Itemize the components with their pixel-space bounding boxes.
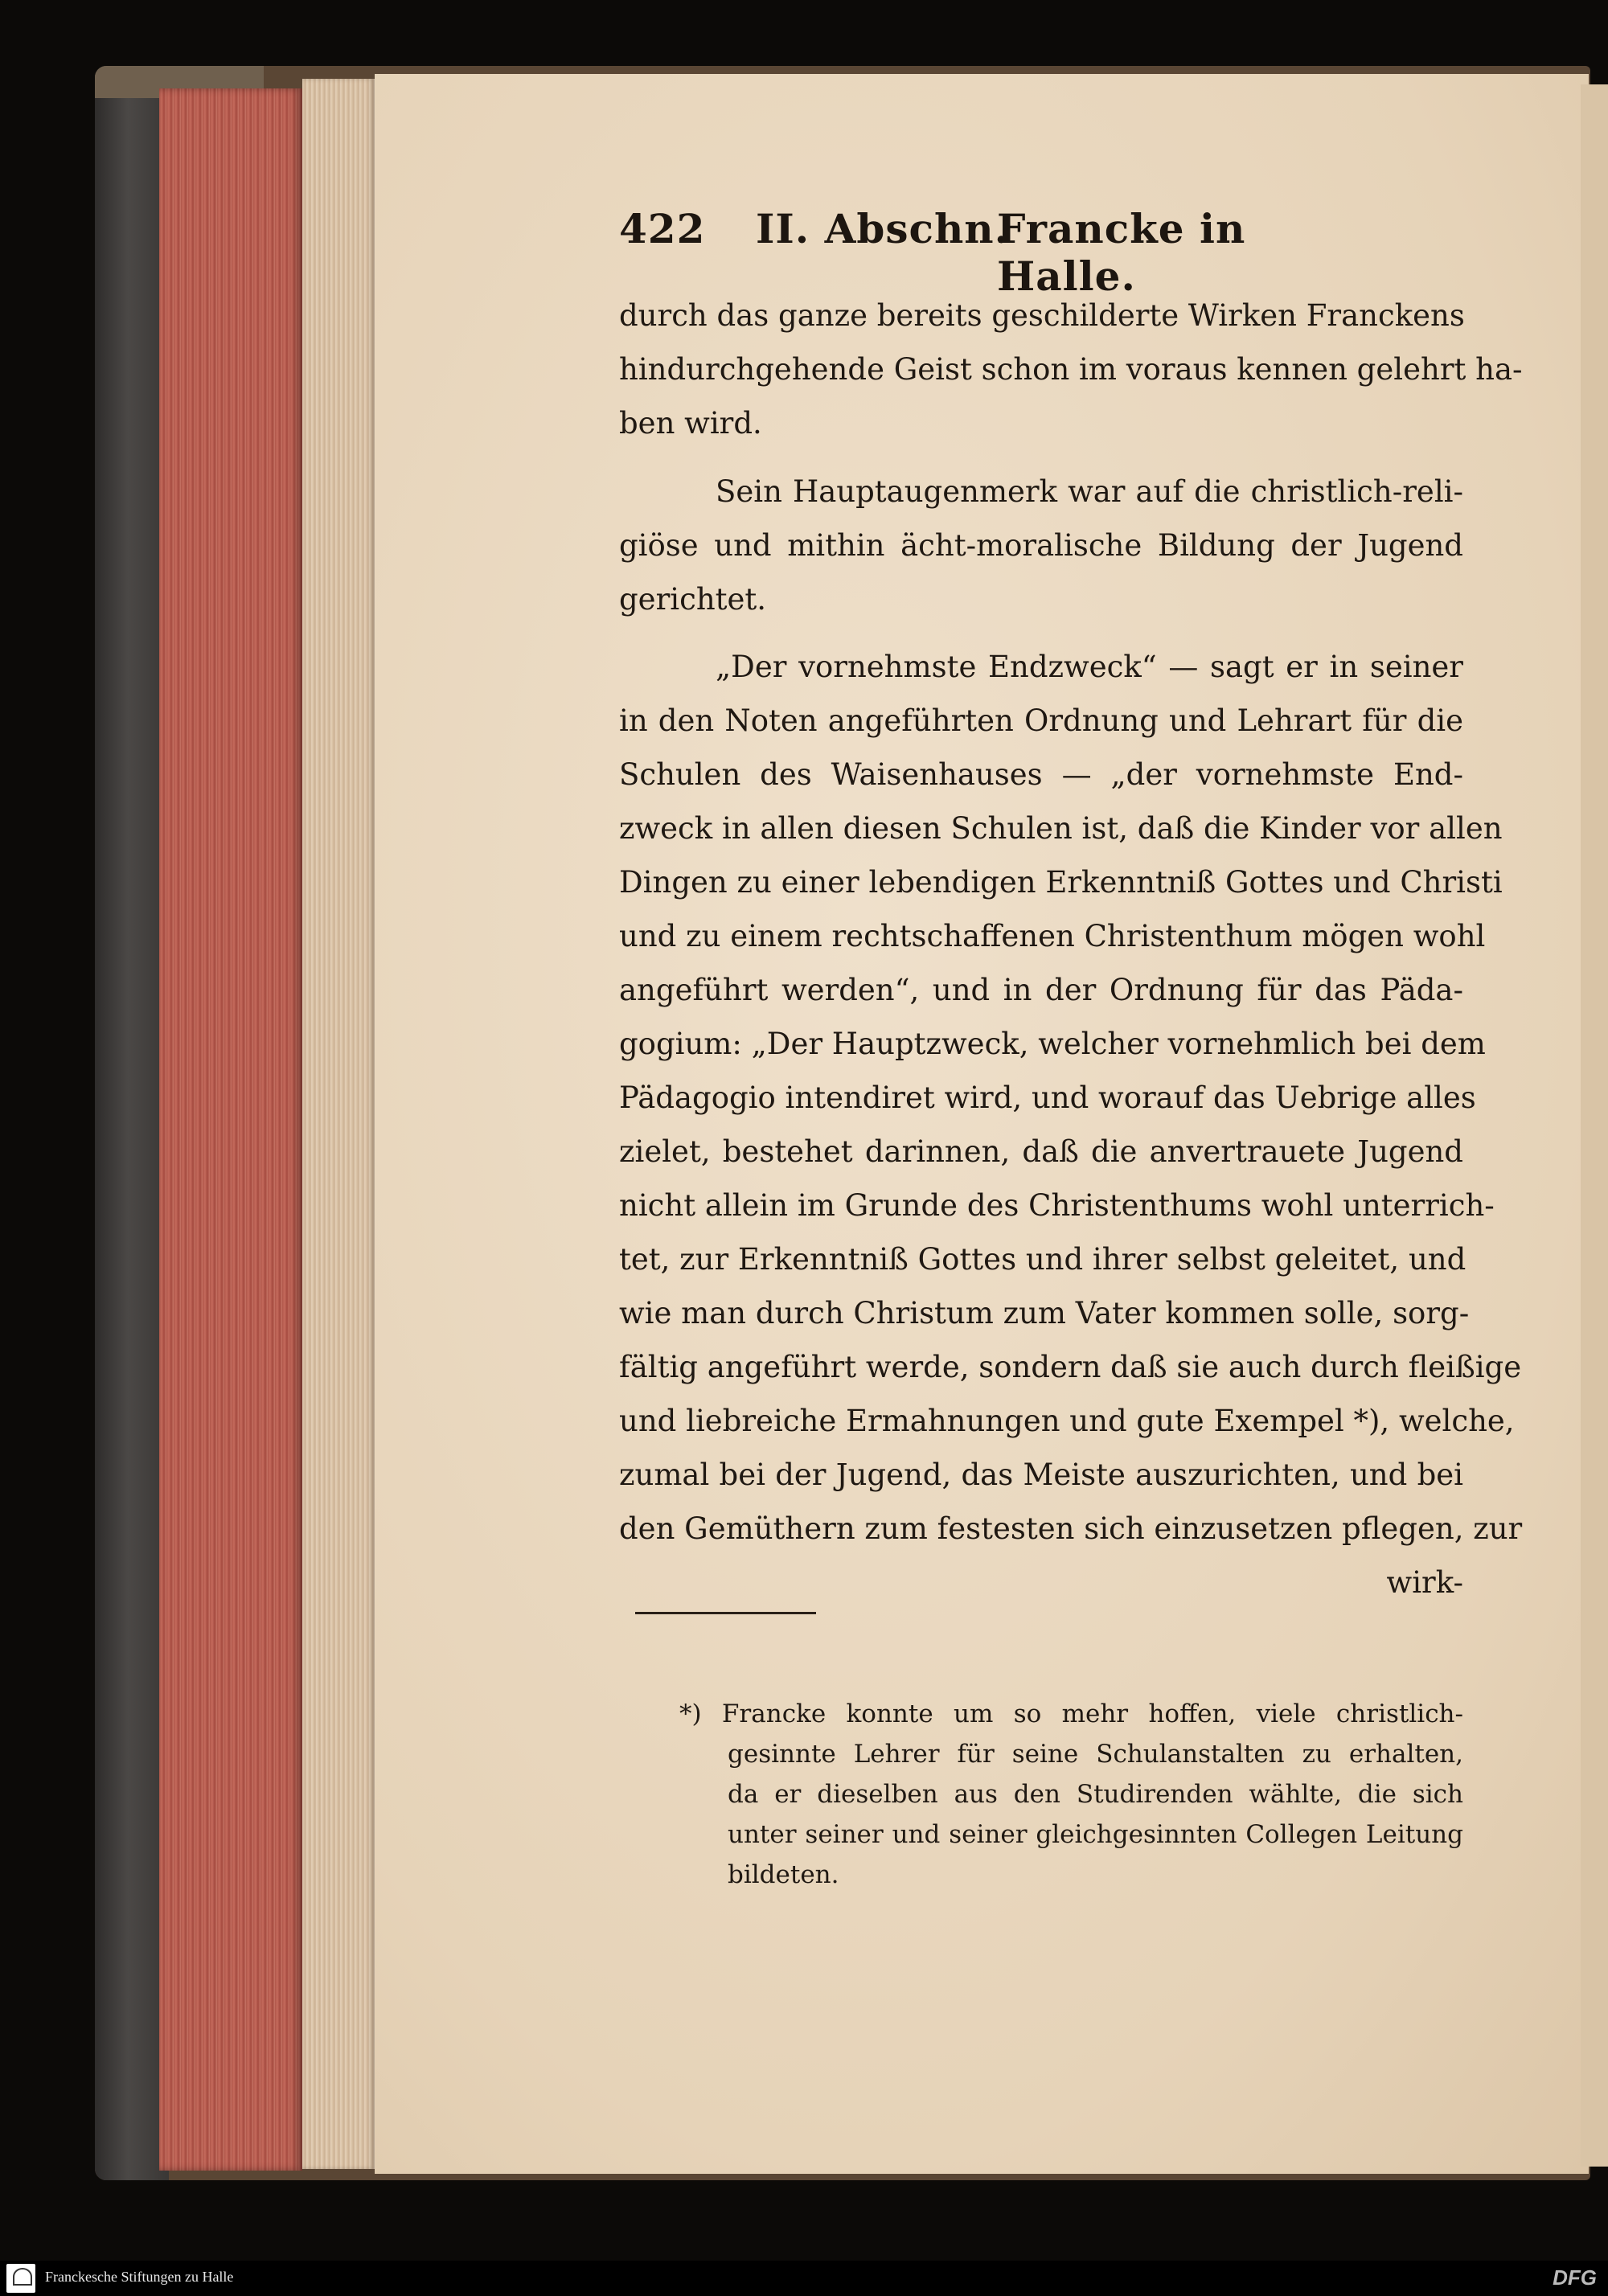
text-line: Dingen zu einer lebendigen Erkenntniß Gottes und Christi: [619, 865, 1503, 900]
text-line: Sein Hauptaugenmerk war auf die christlich-reli-: [716, 474, 1463, 509]
text-line: tet, zur Erkenntniß Gottes und ihrer selbst geleitet, und: [619, 1242, 1466, 1277]
text-line: in den Noten angeführten Ordnung und Lehrart für die: [619, 703, 1463, 738]
footer-bar: [0, 2261, 1608, 2296]
section-label: II. Abschn.: [756, 205, 1010, 252]
institution-logo-icon: [6, 2264, 35, 2293]
text-line: ben wird.: [619, 406, 762, 441]
book-cover: [95, 66, 169, 2180]
text-line: gogium: „Der Hauptzweck, welcher vornehmlich bei dem: [619, 1027, 1486, 1061]
text-line: zweck in allen diesen Schulen ist, daß die Kinder vor allen: [619, 811, 1503, 846]
text-line: zumal bei der Jugend, das Meiste auszurichten, und bei: [619, 1458, 1463, 1492]
catchword: wirk-: [1386, 1565, 1463, 1600]
page: [375, 74, 1589, 2174]
footnote-line: bildeten.: [728, 1860, 839, 1889]
text-line: angeführt werden“, und in der Ordnung für das Päda-: [619, 973, 1463, 1007]
institution-name: Franckesche Stiftungen zu Halle: [45, 2269, 234, 2285]
text-line: fältig angeführt werde, sondern daß sie auch durch fleißige: [619, 1350, 1522, 1384]
facing-page-edge: [1581, 84, 1608, 2167]
text-line: zielet, bestehet darinnen, daß die anvertrauete Jugend: [619, 1134, 1463, 1169]
red-page-edge: [159, 88, 302, 2171]
text-line: gerichtet.: [619, 582, 767, 617]
footnote-line: *) Francke konnte um so mehr hoffen, viele christlich-: [679, 1699, 1463, 1728]
footnote-rule: [635, 1612, 816, 1614]
text-line: hindurchgehende Geist schon im voraus kennen gelehrt ha-: [619, 352, 1523, 387]
dfg-logo: DFG: [1553, 2265, 1597, 2290]
text-line: den Gemüthern zum festesten sich einzusetzen pflegen, zur: [619, 1511, 1523, 1546]
footnote-line: unter seiner und seiner gleichgesinnten Collegen Leitung: [728, 1820, 1463, 1849]
text-line: nicht allein im Grunde des Christenthums wohl unterrich-: [619, 1188, 1495, 1223]
text-line: durch das ganze bereits geschilderte Wirken Franckens: [619, 298, 1465, 333]
footnote-line: gesinnte Lehrer für seine Schulanstalten zu erhalten,: [728, 1740, 1463, 1769]
footnote-line: da er dieselben aus den Studirenden wählte, die sich: [728, 1780, 1463, 1809]
text-line: wie man durch Christum zum Vater kommen solle, sorg-: [619, 1296, 1470, 1330]
text-line: und liebreiche Ermahnungen und gute Exempel *), welche,: [619, 1404, 1515, 1438]
text-line: Pädagogio intendiret wird, und worauf das Uebrige alles: [619, 1080, 1476, 1115]
text-line: Schulen des Waisenhauses — „der vornehmste End-: [619, 757, 1463, 792]
text-line: giöse und mithin ächt-moralische Bildung der Jugend: [619, 528, 1463, 563]
page-stack: [302, 79, 375, 2169]
page-number: 422: [619, 205, 706, 252]
text-line: und zu einem rechtschaffenen Christenthum mögen wohl: [619, 919, 1486, 953]
page-title: Francke in Halle.: [997, 205, 1246, 300]
text-line: „Der vornehmste Endzweck“ — sagt er in seiner: [716, 650, 1463, 684]
